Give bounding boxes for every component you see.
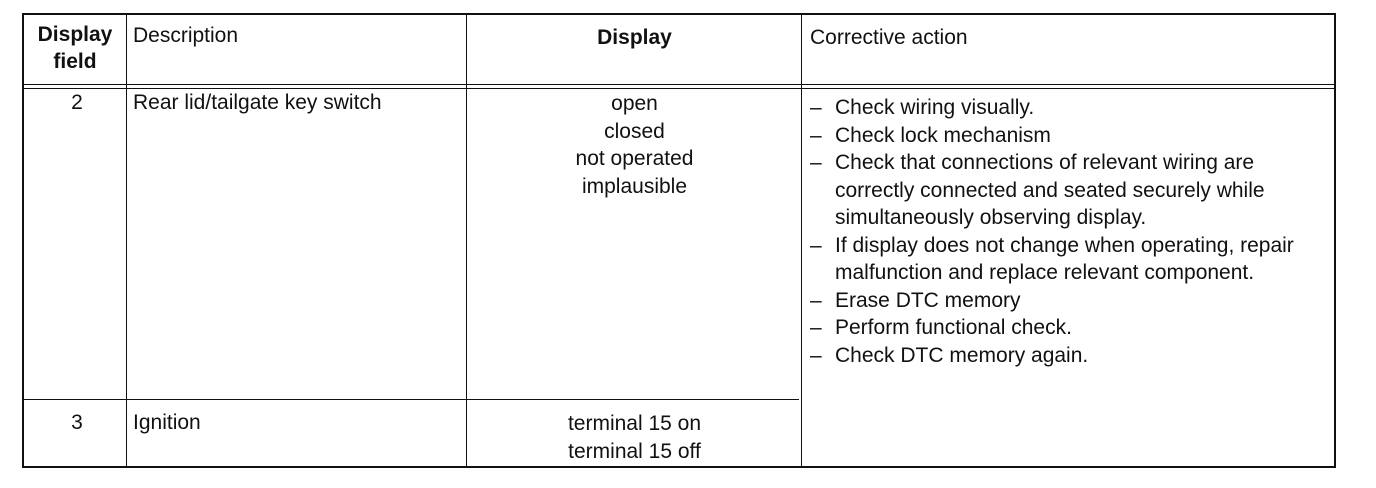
display-value: implausible: [581, 174, 688, 198]
corrective-action-item: [810, 94, 1330, 122]
header-display: Display: [597, 26, 672, 49]
corrective-action-text: Check lock mechanism: [835, 123, 1051, 147]
row-field-number: 3: [71, 411, 83, 434]
dash-bullet: –: [810, 288, 822, 312]
corrective-action-item: [810, 149, 1330, 232]
header-corrective-action: Corrective action: [810, 26, 968, 49]
row-description: Ignition: [133, 411, 201, 434]
dash-bullet: –: [810, 343, 822, 367]
corrective-action-item: [810, 232, 1330, 287]
header-display-field: [26, 21, 124, 75]
corrective-action-text: Check DTC memory again.: [835, 343, 1089, 367]
header-display-field-line1: Display: [37, 23, 113, 46]
corrective-action-text: Check wiring visually.: [835, 96, 1035, 119]
dash-bullet: –: [810, 233, 822, 257]
corrective-action-list: [810, 94, 1330, 369]
row-description: Rear lid/tailgate key switch: [133, 91, 382, 114]
row-display-values: [468, 410, 801, 465]
dash-bullet: –: [810, 316, 822, 339]
header-description: Description: [133, 24, 239, 47]
display-value: terminal 15 off: [568, 439, 701, 463]
corrective-action-item: [810, 287, 1330, 315]
display-value: open: [611, 92, 658, 115]
corrective-action-text: Erase DTC memory: [835, 288, 1021, 312]
corrective-action-item: [810, 314, 1330, 342]
corrective-action-text: Check that connections of relevant wiring are correctly connected and seated securely while simultaneously observing display.: [835, 151, 1265, 229]
corrective-action-item: [810, 342, 1330, 370]
corrective-action-text: Perform functional check.: [835, 316, 1072, 339]
dash-bullet: –: [810, 96, 822, 119]
display-value: closed: [604, 119, 665, 143]
row-field-number: 2: [71, 91, 83, 114]
corrective-action-text: If display does not change when operating, repair malfunction and replace relevant component.: [835, 233, 1294, 284]
display-value: terminal 15 on: [567, 412, 702, 435]
corrective-action-item: [810, 122, 1330, 150]
column-divider: [801, 15, 802, 466]
display-value: not operated: [575, 147, 694, 170]
dash-bullet: –: [810, 123, 822, 147]
row-divider: [24, 399, 799, 400]
header-divider: [24, 84, 1334, 85]
diagnostic-table: [22, 13, 1336, 468]
row-display-values: [468, 90, 801, 200]
dash-bullet: –: [810, 151, 822, 174]
header-display-field-line2: field: [53, 50, 97, 73]
